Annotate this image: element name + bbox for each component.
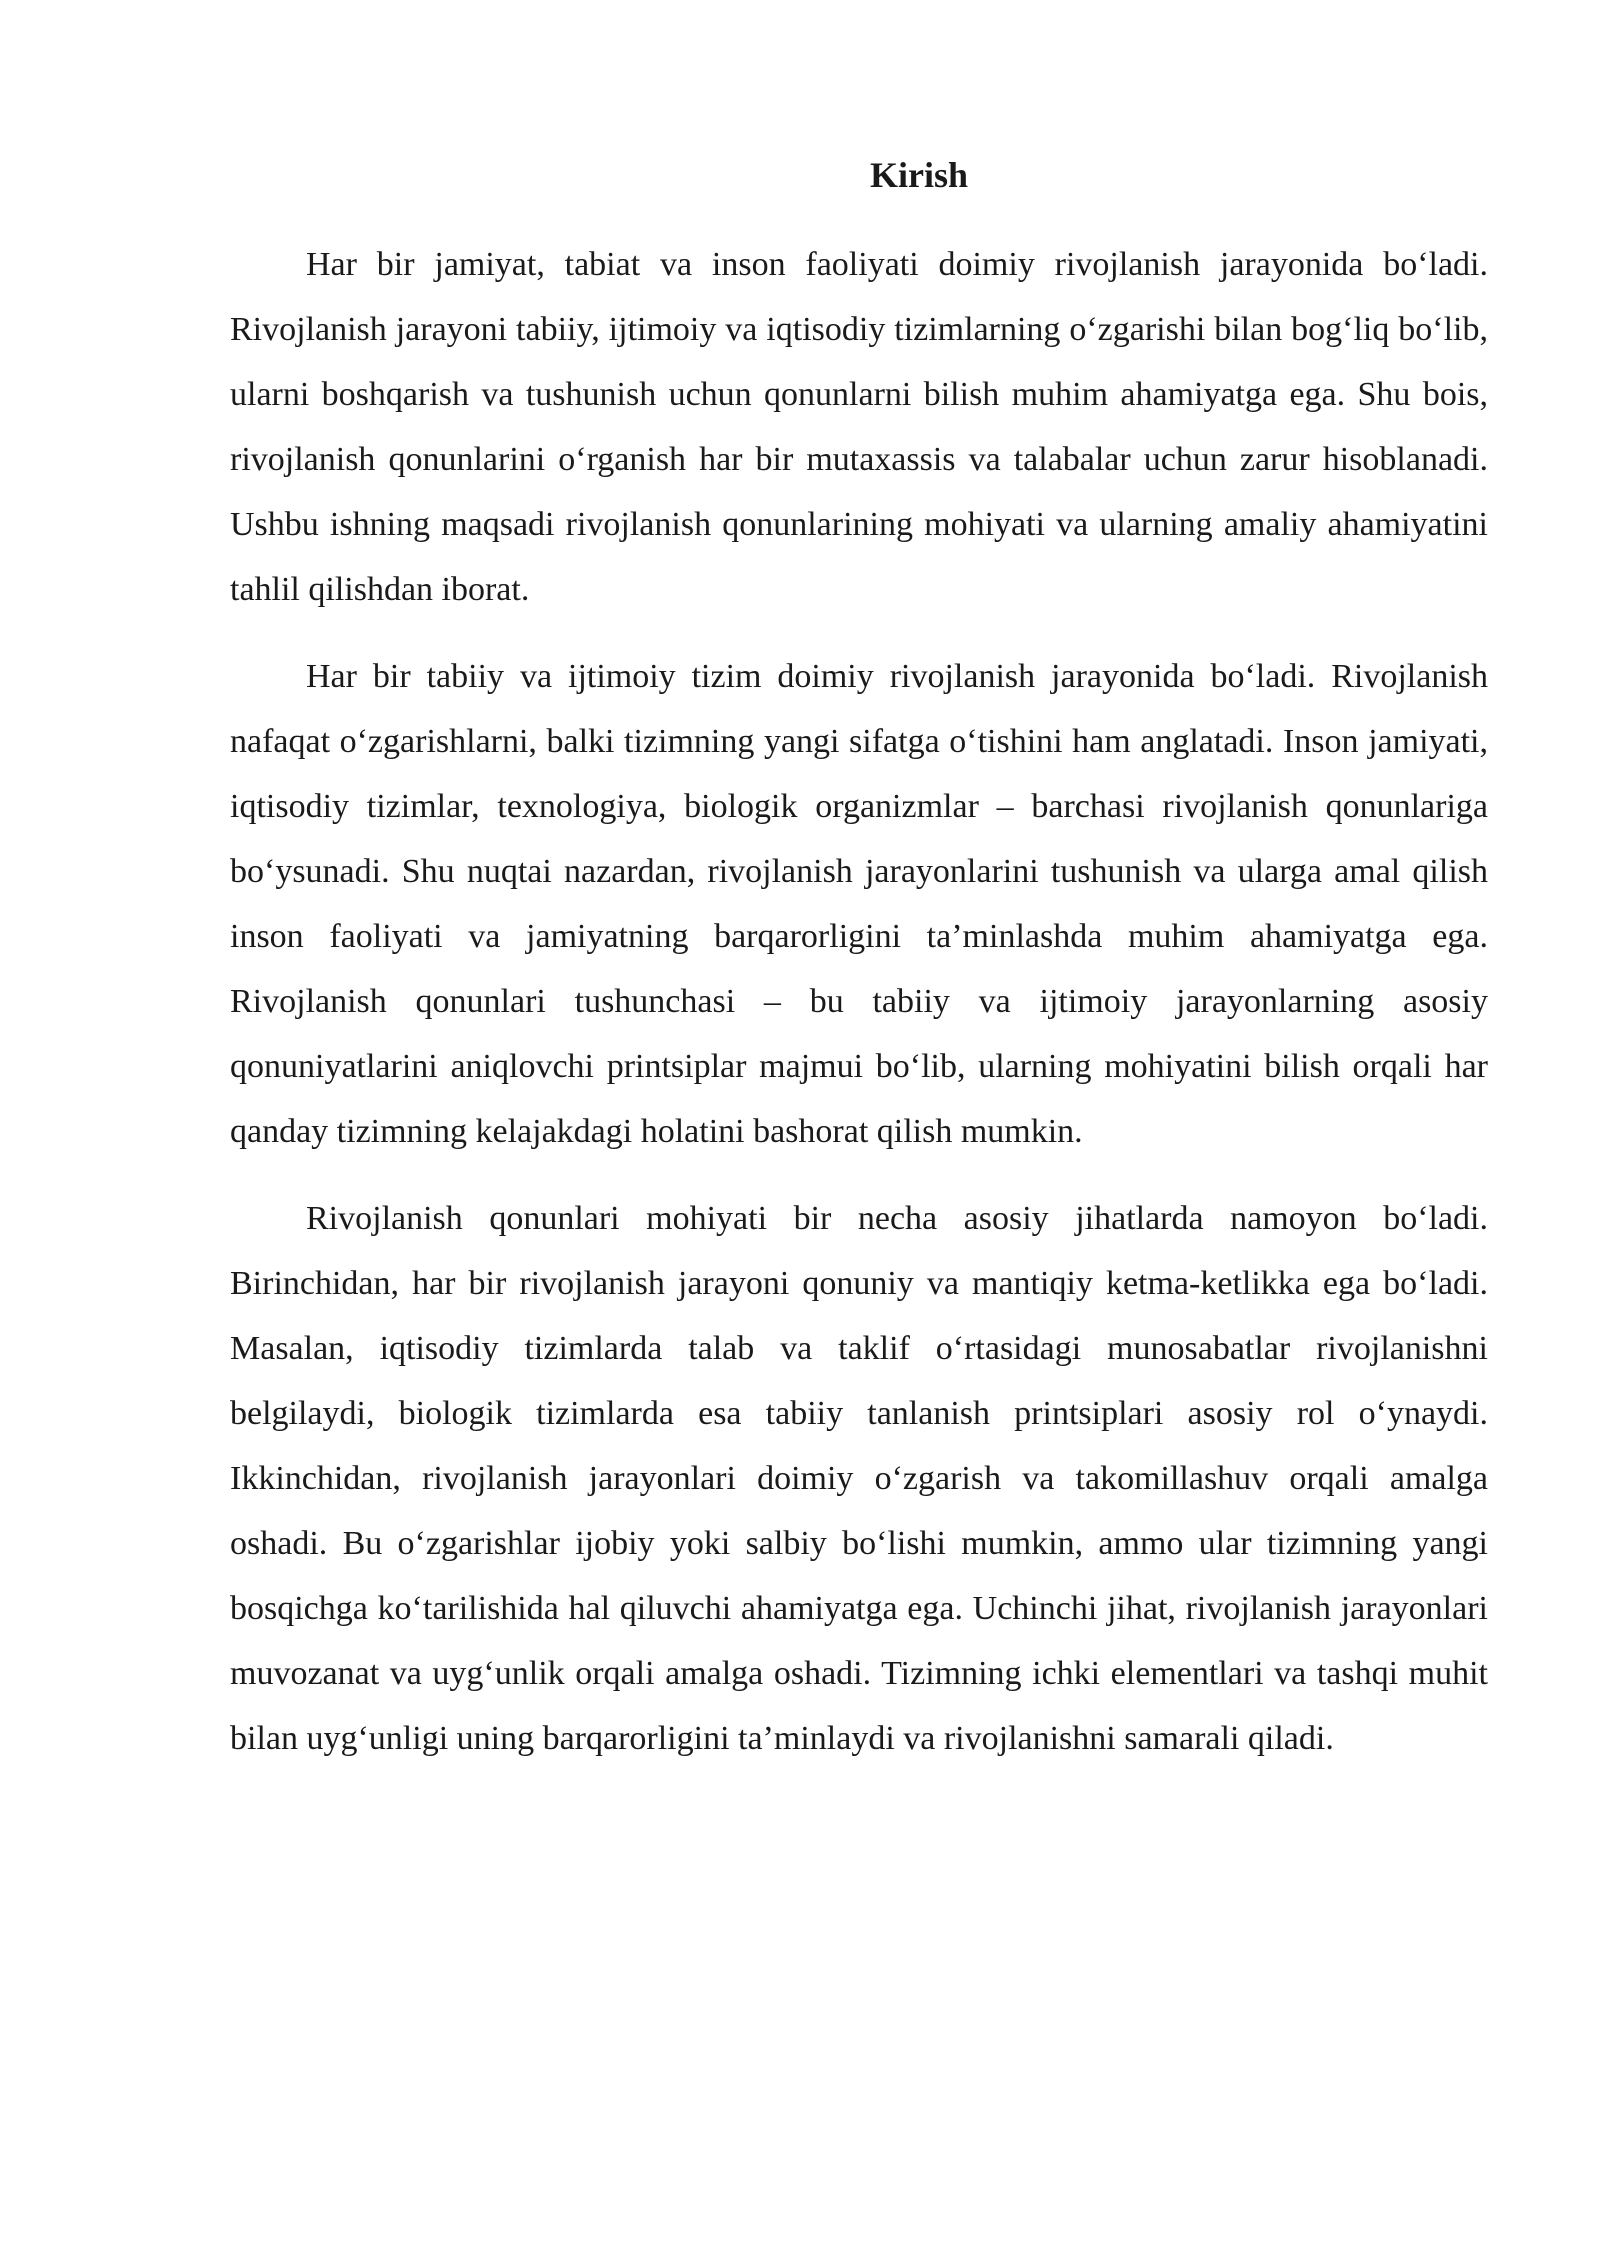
page-title: Kirish [869, 155, 968, 195]
paragraph-2: Har bir tabiiy va ijtimoiy tizim doimiy rivojlanish jarayonida bo‘ladi. Rivojlanish nafaqat o‘zgarishlarni, balki tizimning yangi sifatga o‘tishini ham anglatadi. Inson jamiyati, iqtisodiy tizimlar, texnologiya, biologik organizmlar – barchasi rivojlanish qonunlariga bo‘ysunadi. Shu nuqtai nazardan, rivojlanish jarayonlarini tushunish va ularga amal qilish inson faoliyati va jamiyatning barqarorligini ta’minlashda muhim ahamiyatga ega. Rivojlanish qonunlari tushunchasi – bu tabiiy va ijtimoiy jarayonlarning asosiy qonuniyatlarini aniqlovchi printsiplar majmui bo‘lib, ularning mohiyatini bilish orqali har qanday tizimning kelajakdagi holatini bashorat qilish mumkin. [230, 658, 1488, 1150]
document-body [230, 148, 1488, 1793]
paragraph-3: Rivojlanish qonunlari mohiyati bir necha asosiy jihatlarda namoyon bo‘ladi. Birinchidan, har bir rivojlanish jarayoni qonuniy va mantiqiy ketma-ketlikka ega bo‘ladi. Masalan, iqtisodiy tizimlarda talab va taklif o‘rtasidagi munosabatlar rivojlanishni belgilaydi, biologik tizimlarda esa tabiiy tanlanish printsiplari asosiy rol o‘ynaydi. Ikkinchidan, rivojlanish jarayonlari doimiy o‘zgarish va takomillashuv orqali amalga oshadi. Bu o‘zgarishlar ijobiy yoki salbiy bo‘lishi mumkin, ammo ular tizimning yangi bosqichga ko‘tarilishida hal qiluvchi ahamiyatga ega. Uchinchi jihat, rivojlanish jarayonlari muvozanat va uyg‘unlik orqali amalga oshadi. Tizimning ichki elementlari va tashqi muhit bilan uyg‘unligi uning barqarorligini ta’minlaydi va rivojlanishni samarali qiladi. [230, 1200, 1488, 1757]
paragraph-1: Har bir jamiyat, tabiat va inson faoliyati doimiy rivojlanish jarayonida bo‘ladi. Rivojlanish jarayoni tabiiy, ijtimoiy va iqtisodiy tizimlarning o‘zgarishi bilan bog‘liq bo‘lib, ularni boshqarish va tushunish uchun qonunlarni bilish muhim ahamiyatga ega. Shu bois, rivojlanish qonunlarini o‘rganish har bir mutaxassis va talabalar uchun zarur hisoblanadi. Ushbu ishning maqsadi rivojlanish qonunlarining mohiyati va ularning amaliy ahamiyatini tahlil qilishdan iborat. [230, 246, 1488, 608]
